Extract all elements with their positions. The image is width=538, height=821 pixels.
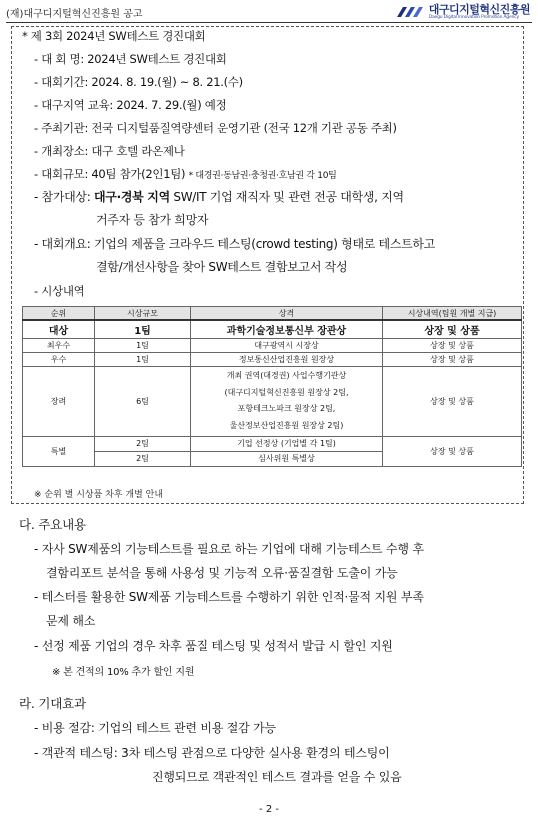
contest-overview-line1: - 대회개요: 기업의 제품을 크라우드 테스팅(crowd testing) 형태로 테스트하고 [34,237,435,251]
section-ra-line: 진행되므로 객관적인 테스트 결과를 얻을 수 있음 [152,770,402,784]
rank-cell: 특별 [23,436,95,466]
section-da-note: ※ 본 견적의 10% 추가 할인 지원 [52,667,195,678]
prize-cell: 상장 및 상품 [383,352,522,366]
table-header-row [23,307,522,321]
participants-prefix: - 참가대상: [34,190,94,204]
rank-cell: 최우수 [23,338,95,352]
awards-table [22,306,522,467]
contest-scale [34,166,337,182]
scale-cell: 6팀 [95,366,191,436]
prize-cell: 상장 및 상품 [383,436,522,466]
table-row [23,366,522,436]
award-cell: 기업 선정상 (기업별 각 1팀) [191,436,383,451]
awards-note: ※ 순위 별 시상품 차후 개별 안내 [34,490,164,500]
org-logo [395,3,530,21]
scale-cell: 2팀 [95,451,191,466]
awards-heading: - 시상내역 [34,284,85,298]
rank-cell: 우수 [23,352,95,366]
table-row [23,338,522,352]
col-header-award: 상격 [191,307,383,321]
contest-participants [34,188,404,205]
contest-venue: - 개최장소: 대구 호텔 라온제나 [34,144,185,158]
award-cell: 대구광역시 시장상 [191,338,383,352]
participants-rest: SW/IT 기업 재직자 및 관련 전공 대학생, 지역 [169,190,404,204]
contest-participants-line2: 거주자 등 참가 희망자 [96,213,209,227]
rank-cell: 장려 [23,366,95,436]
participants-region: 대구·경북 지역 [93,190,170,204]
section-ra-line: - 객관적 테스팅: 3차 테스팅 관점으로 다양한 실사용 환경의 테스팅이 [34,746,390,760]
section-ra-line: - 비용 절감: 기업의 테스트 관련 비용 절감 가능 [34,721,276,735]
scale-cell: 1팀 [95,338,191,352]
logo-subtitle: Daegu Digital Innovation Promotion Agency [428,14,519,20]
section-ra-title: 라. 기대효과 [19,696,86,711]
award-cell: 심사위원 특별상 [191,451,383,466]
section-da-title: 다. 주요내용 [19,517,86,532]
section-da-line: 문제 해소 [46,614,96,628]
table-row [23,320,522,338]
contest-host: - 주최기관: 전국 디지털품질역량센터 운영기관 (전국 12개 기관 공동 주최) [34,121,397,135]
award-cell [191,366,383,436]
section-da-line: 결함리포트 분석을 통해 사용성 및 기능적 오류·품질결함 도출이 가능 [46,566,398,580]
prize-cell: 상장 및 상품 [383,366,522,436]
award-line: 포항테크노파크 원장상 2팀, [237,404,336,413]
logo-name: 대구디지털혁신진흥원 [428,2,530,16]
section-da-line: - 테스터를 활용한 SW제품 기능테스트를 수행하기 위한 인적·물적 지원 부족 [34,590,424,604]
contest-overview-line2: 결함/개선사항을 찾아 SW테스트 결함보고서 작성 [96,260,348,274]
award-cell: 정보통신산업진흥원 원장상 [191,352,383,366]
section-da-line: - 선정 제품 기업의 경우 차후 품질 테스팅 및 성적서 발급 시 할인 지원 [34,639,393,653]
contest-scale-note: * 대경권·동남권·충청권·호남권 각 10팀 [188,171,337,181]
contest-education: - 대구지역 교육: 2024. 7. 29.(월) 예정 [34,98,227,112]
col-header-prize: 시상내역(팀원 개별 지급) [383,307,522,321]
award-line: (대구디지털혁신진흥원 원장상 2팀, [224,387,349,397]
section-da-line: - 자사 SW제품의 기능테스트를 필요로 하는 기업에 대해 기능테스트 수행 후 [34,542,424,556]
contest-period: - 대회기간: 2024. 8. 19.(월) ~ 8. 21.(수) [34,75,243,89]
award-line: 울산정보산업진흥원 원장상 2팀) [229,420,344,430]
scale-cell: 2팀 [95,436,191,451]
contest-scale-label: - 대회규모: 40팀 참가(2인1팀) [34,167,186,181]
col-header-scale: 시상규모 [95,307,191,321]
header-rule [6,22,532,23]
contest-name: - 대 회 명: 2024년 SW테스트 경진대회 [34,52,227,66]
table-row [23,436,522,451]
prize-cell: 상장 및 상품 [383,338,522,352]
scale-cell: 1팀 [95,352,191,366]
col-header-rank: 순위 [23,307,95,321]
table-row [23,352,522,366]
award-cell: 과학기술정보통신부 장관상 [191,320,383,338]
scale-cell: 1팀 [95,320,191,338]
contest-title: * 제 3회 2024년 SW테스트 경진대회 [22,29,206,43]
award-line: 개최 권역(대경권) 사업수행기관상 [226,371,347,380]
page-number: - 2 - [259,804,279,815]
org-name-header: (재)대구디지털혁신진흥원 공고 [6,9,143,20]
rank-cell: 대상 [23,320,95,338]
prize-cell: 상장 및 상품 [383,320,522,338]
logo-mark-icon [395,3,425,21]
